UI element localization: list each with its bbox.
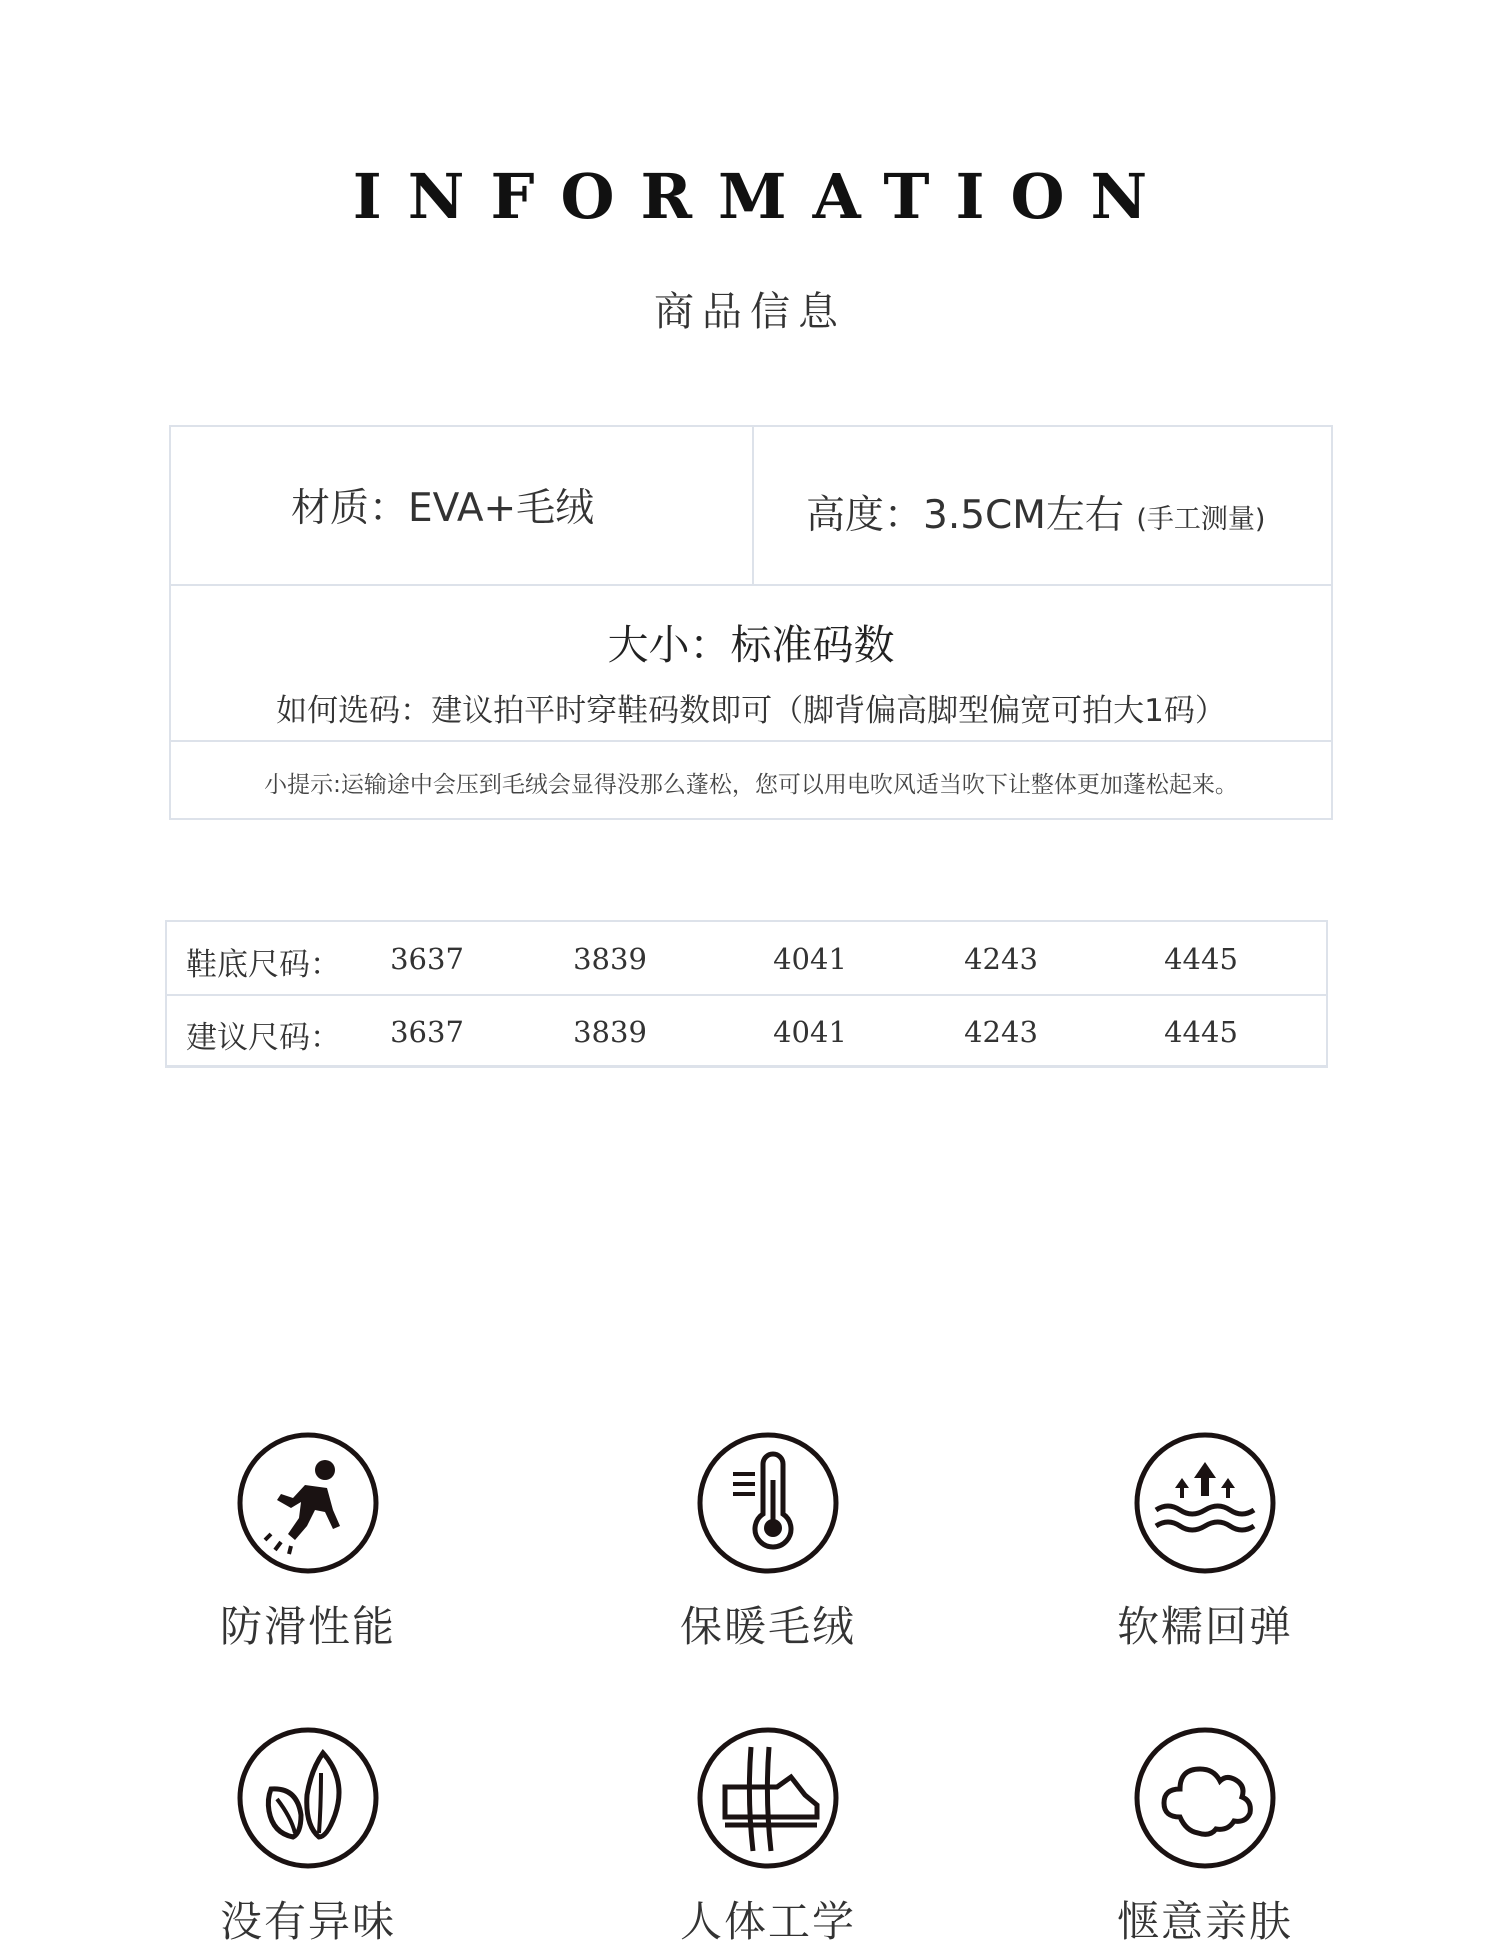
size-guide-text: 如何选码：建议拍平时穿鞋码数即可（脚背偏高脚型偏宽可拍大1码）: [276, 693, 1226, 729]
size-cell: 3637: [390, 942, 464, 976]
anti-slip-icon: [235, 1430, 381, 1576]
size-cell: 4243: [964, 1015, 1038, 1049]
size-cell: 3637: [390, 1015, 464, 1049]
feature-skin-friendly: [1045, 1725, 1365, 1949]
height-note: (手工测量): [1136, 504, 1266, 535]
feature-ergonomic: [608, 1725, 928, 1949]
feature-label: 软糯回弹: [1116, 1602, 1293, 1651]
size-chart-table: [165, 920, 1328, 1068]
size-cell: 4041: [773, 942, 847, 976]
size-cell: 3839: [573, 1015, 647, 1049]
size-cell: 4445: [1164, 1015, 1238, 1049]
feature-label: 惬意亲肤: [1116, 1897, 1293, 1946]
feature-no-odor: [148, 1725, 468, 1949]
feature-warm-plush: [608, 1430, 928, 1654]
feature-label: 保暖毛绒: [679, 1602, 856, 1651]
height-text: [806, 484, 1265, 540]
rebound-icon: [1132, 1430, 1278, 1576]
size-cell: 4041: [773, 1015, 847, 1049]
cloud-icon: [1132, 1725, 1278, 1871]
feature-label: 人体工学: [679, 1897, 856, 1946]
size-cell: 4243: [964, 942, 1038, 976]
feature-label: 防滑性能: [219, 1602, 396, 1651]
feature-soft-rebound: [1045, 1430, 1365, 1654]
thermometer-icon: [695, 1430, 841, 1576]
size-cell: 4445: [1164, 942, 1238, 976]
page-title: INFORMATION: [352, 160, 1174, 233]
feature-label: 没有异味: [219, 1897, 396, 1946]
size-text: 大小：标准码数: [607, 621, 895, 669]
tip-text: 小提示:运输途中会压到毛绒会显得没那么蓬松，您可以用电吹风适当吹下让整体更加蓬松起来。: [264, 772, 1238, 798]
product-info-table: [169, 425, 1333, 820]
table-row: [167, 995, 1326, 1067]
table-row: [167, 922, 1326, 996]
info-row-tip: [171, 740, 1331, 820]
feature-anti-slip: [148, 1430, 468, 1654]
leaf-icon: [235, 1725, 381, 1871]
row-label: 建议尺码：: [186, 1020, 341, 1056]
page-subtitle: 商品信息: [654, 289, 846, 335]
ergonomic-shoe-icon: [695, 1725, 841, 1871]
row-label: 鞋底尺码：: [186, 947, 341, 983]
info-row-material-height: [171, 427, 1331, 586]
size-cell: 3839: [573, 942, 647, 976]
height-value: 高度：3.5CM左右: [806, 493, 1124, 538]
cell-divider: [752, 427, 754, 584]
material-text: 材质：EVA+毛绒: [291, 486, 595, 531]
